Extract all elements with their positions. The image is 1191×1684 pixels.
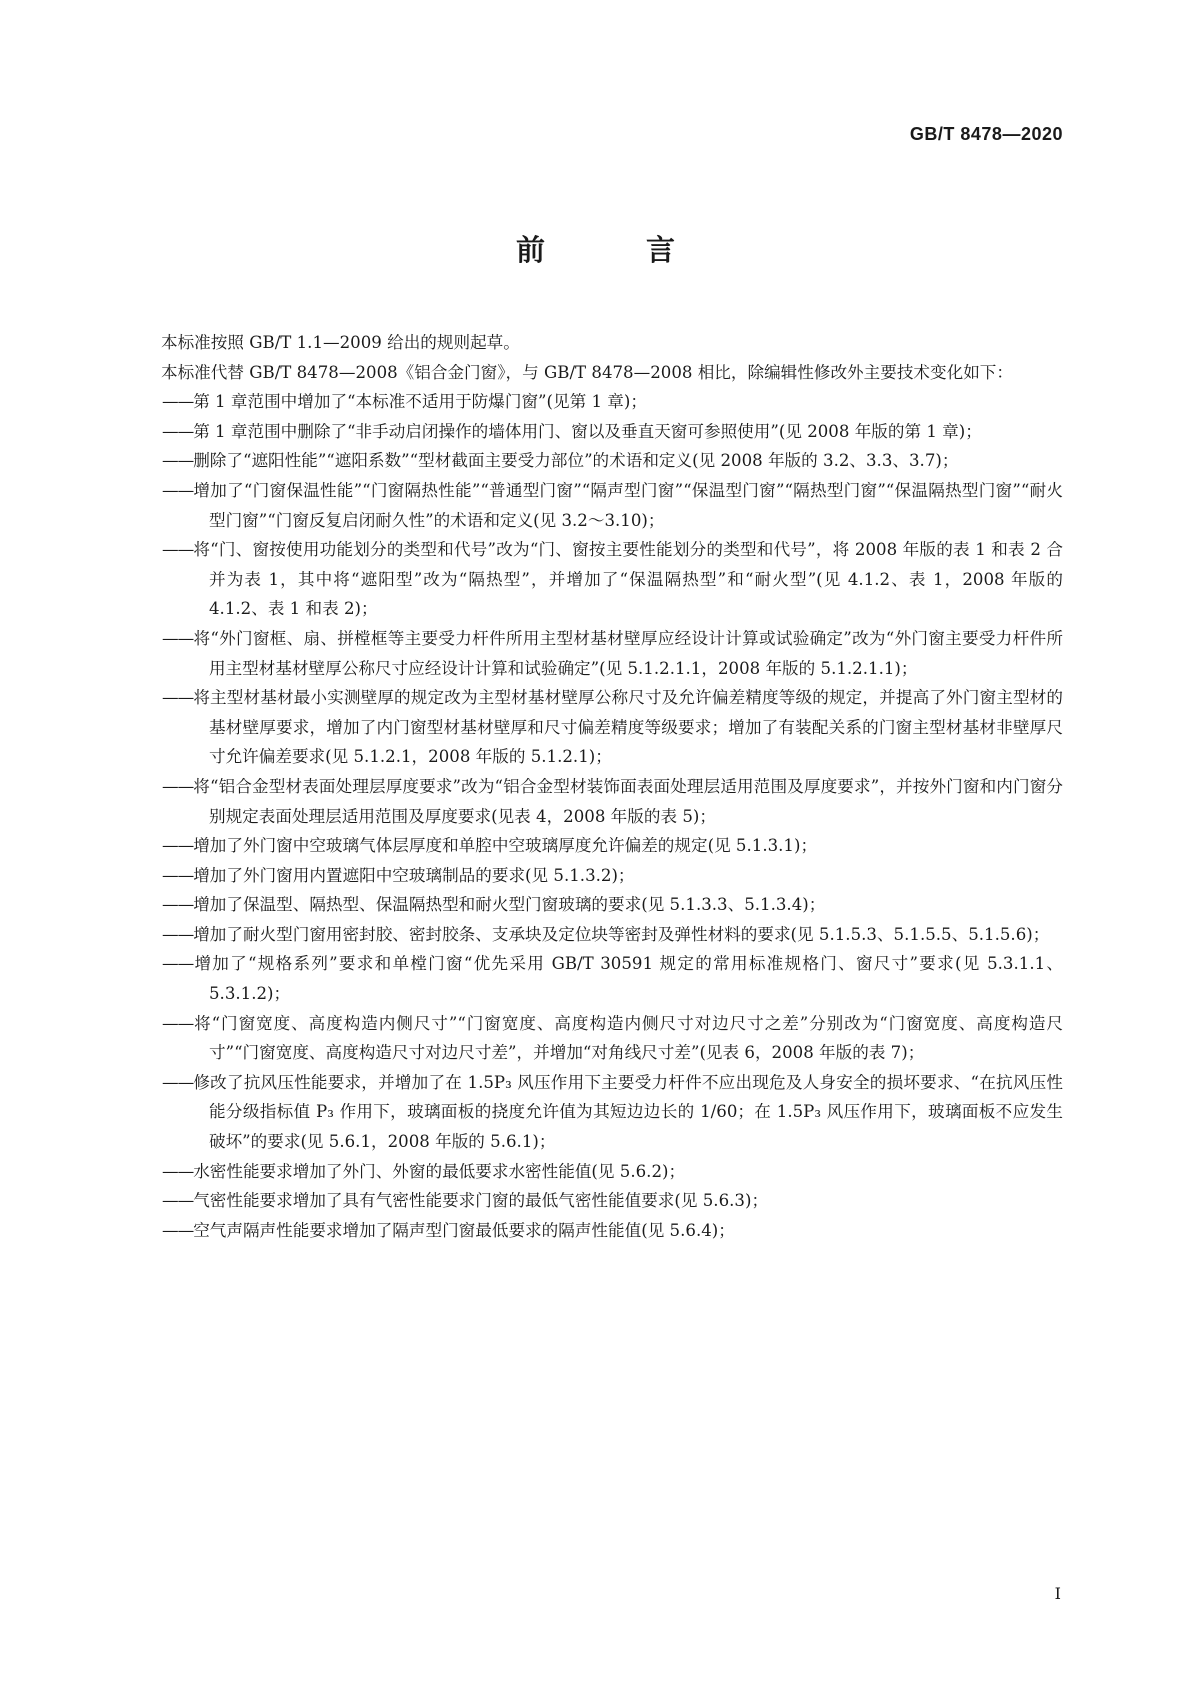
standard-code: GB/T 8478—2020 — [909, 124, 1063, 144]
list-dash: —— — [162, 628, 194, 648]
change-item — [128, 949, 1063, 1008]
change-item — [128, 772, 1063, 831]
change-item-text: 气密性能要求增加了具有气密性能要求门窗的最低气密性能值要求(见 5.6.3)； — [193, 1191, 769, 1211]
changes-list — [128, 387, 1063, 1245]
change-item — [128, 1186, 1063, 1216]
list-dash: —— — [162, 1220, 194, 1240]
change-item-text: 水密性能要求增加了外门、外窗的最低要求水密性能值(见 5.6.2)； — [193, 1161, 686, 1181]
list-dash: —— — [162, 540, 194, 560]
list-dash: —— — [162, 1191, 194, 1211]
list-dash: —— — [162, 392, 194, 412]
page-number: I — [1054, 1584, 1061, 1603]
change-item-text: 修改了抗风压性能要求，并增加了在 1.5P₃ 风压作用下主要受力杆件不应出现危及人身安全的损坏要求、“在抗风压性能分级指标值 P₃ 作用下，玻璃面板的挠度允许值为其短边边长的 1/60；在 1.5P₃ 风压作用下，玻璃面板不应发生破坏”的要求(见 5.6.1，2008 年版的 5.6.1)； — [193, 1072, 1063, 1152]
foreword-body — [128, 328, 1063, 1245]
change-item — [128, 417, 1063, 447]
change-item-text: 将“门窗宽度、高度构造内侧尺寸”“门窗宽度、高度构造内侧尺寸对边尺寸之差”分别改为“门窗宽度、高度构造尺寸”“门窗宽度、高度构造尺寸对边尺寸差”，并增加“对角线尺寸差”(见表 6，2008 年版的表 7)； — [193, 1013, 1063, 1063]
change-item-text: 将“铝合金型材表面处理层厚度要求”改为“铝合金型材装饰面表面处理层适用范围及厚度要求”，并按外门窗和内门窗分别规定表面处理层适用范围及厚度要求(见表 4，2008 年版的表 5)； — [193, 776, 1063, 826]
change-item — [128, 683, 1063, 772]
change-item-text: 增加了耐火型门窗用密封胶、密封胶条、支承块及定位块等密封及弹性材料的要求(见 5.1.5.3、5.1.5.5、5.1.5.6)； — [193, 924, 1050, 944]
intro-paragraph: 本标准按照 GB/T 1.1—2009 给出的规则起草。 — [161, 333, 520, 352]
intro-paragraph: 本标准代替 GB/T 8478—2008《铝合金门窗》，与 GB/T 8478—2008 相比，除编辑性修改外主要技术变化如下： — [161, 362, 1013, 382]
change-item — [128, 446, 1063, 476]
change-item — [128, 1009, 1063, 1068]
change-item — [128, 831, 1063, 861]
list-dash: —— — [162, 865, 194, 885]
change-item-text: 增加了外门窗用内置遮阳中空玻璃制品的要求(见 5.1.3.2)； — [193, 865, 635, 885]
change-item — [128, 920, 1063, 950]
list-dash: —— — [162, 1161, 194, 1181]
change-item-text: 空气声隔声性能要求增加了隔声型门窗最低要求的隔声性能值(见 5.6.4)； — [193, 1220, 735, 1240]
change-item — [128, 890, 1063, 920]
change-item — [128, 387, 1063, 417]
change-item-text: 增加了“规格系列”要求和单樘门窗“优先采用 GB/T 30591 规定的常用标准规格门、窗尺寸”要求(见 5.3.1.1、5.3.1.2)； — [193, 954, 1063, 1004]
change-item-text: 增加了保温型、隔热型、保温隔热型和耐火型门窗玻璃的要求(见 5.1.3.3、5.1.3.4)； — [193, 895, 826, 915]
list-dash: —— — [162, 451, 194, 471]
change-item-text: 增加了“门窗保温性能”“门窗隔热性能”“普通型门窗”“隔声型门窗”“保温型门窗”“隔热型门窗”“保温隔热型门窗”“耐火型门窗”“门窗反复启闭耐久性”的术语和定义(见 3.2～3.10)； — [193, 480, 1063, 530]
change-item-text: 删除了“遮阳性能”“遮阳系数”“型材截面主要受力部位”的术语和定义(见 2008 年版的 3.2、3.3、3.7)； — [193, 451, 959, 471]
change-item — [128, 1216, 1063, 1246]
list-dash: —— — [162, 1013, 194, 1033]
change-item-text: 将“外门窗框、扇、拼樘框等主要受力杆件所用主型材基材壁厚应经设计计算或试验确定”改为“外门窗主要受力杆件所用主型材基材壁厚公称尺寸应经设计计算和试验确定”(见 5.1.2.1.1，2008 年版的 5.1.2.1.1)； — [193, 628, 1063, 678]
change-item-text: 将主型材基材最小实测壁厚的规定改为主型材基材壁厚公称尺寸及允许偏差精度等级的规定，并提高了外门窗主型材的基材壁厚要求，增加了内门窗型材基材壁厚和尺寸偏差精度等级要求；增加了有装配关系的门窗主型材基材非壁厚尺寸允许偏差要求(见 5.1.2.1，2008 年版的 5.1.2.1)； — [193, 688, 1063, 767]
change-item-text: 第 1 章范围中删除了“非手动启闭操作的墙体用门、窗以及垂直天窗可参照使用”(见 2008 年版的第 1 章)； — [193, 421, 982, 441]
list-dash: —— — [162, 954, 194, 974]
page-title: 前 言 — [515, 233, 711, 267]
list-dash: —— — [162, 688, 194, 708]
list-dash: —— — [162, 480, 194, 500]
change-item — [128, 1157, 1063, 1187]
list-dash: —— — [162, 776, 194, 796]
change-item — [128, 624, 1063, 683]
list-dash: —— — [162, 1072, 194, 1092]
change-item — [128, 861, 1063, 891]
list-dash: —— — [162, 895, 194, 915]
list-dash: —— — [162, 836, 194, 856]
change-item — [128, 1068, 1063, 1157]
change-item-text: 第 1 章范围中增加了“本标准不适用于防爆门窗”(见第 1 章)； — [193, 392, 647, 412]
change-item — [128, 476, 1063, 535]
change-item-text: 将“门、窗按使用功能划分的类型和代号”改为“门、窗按主要性能划分的类型和代号”，将 2008 年版的表 1 和表 2 合并为表 1，其中将“遮阳型”改为“隔热型”，并增加了“保温隔热型”和“耐火型”(见 4.1.2、表 1，2008 年版的 4.1.2、表 1 和表 2)； — [193, 540, 1063, 619]
change-item — [128, 535, 1063, 624]
list-dash: —— — [162, 421, 194, 441]
change-item-text: 增加了外门窗中空玻璃气体层厚度和单腔中空玻璃厚度允许偏差的规定(见 5.1.3.1)； — [193, 836, 818, 856]
list-dash: —— — [162, 924, 194, 944]
